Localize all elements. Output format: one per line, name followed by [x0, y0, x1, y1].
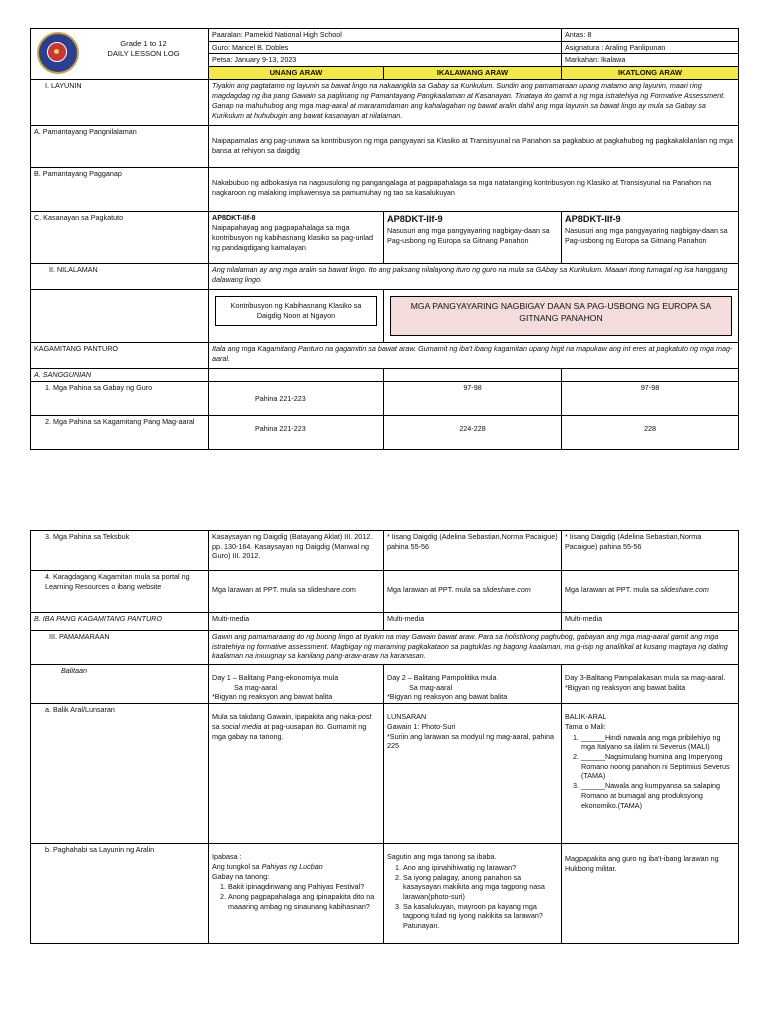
lesson-log-table-2 — [30, 530, 739, 944]
layunin-label: I. LAYUNIN — [31, 80, 209, 126]
teacher-name: Guro: Maricel B. Dobles — [209, 41, 562, 54]
balik-aral-label: a. Balik Aral/Lunsaran — [31, 704, 209, 844]
sagutin-tanong-list — [387, 863, 558, 931]
lr-portal-day-1: Mga larawan at PPT. mula sa slideshare.com — [209, 571, 384, 613]
sanggunian-label: A. SANGGUNIAN — [31, 369, 209, 382]
header-logo-cell — [31, 29, 209, 80]
lesson-date: Petsa: January 9-13, 2023 — [209, 54, 562, 67]
daily-lesson-log-title: DAILY LESSON LOG — [107, 49, 180, 59]
list-item: 2. Sa iyong palagay, anong panahon sa kasaysayan makikita ang mga tagpong nasa larawan(photo-suri) — [403, 873, 558, 902]
pagkatuto-label: C. Kasanayan sa Pagkatuto — [31, 212, 209, 264]
kagamitan-text: Itala ang mga Kagamitang Panturo na gagamitin sa bawat araw. Gumamit ng iba't ibang kagamitan upang higit na mapukaw ang int eres at pagkatuto ng mga mag-aaral. — [209, 343, 739, 369]
pamamaraan-label: III. PAMAMARAAN — [31, 631, 209, 665]
teksbuk-day-3: * Iisang Daigdig (Adelina Sebastian,Norma Pacaigue) pahina 55-56 — [562, 531, 739, 571]
layunin-text: Tiyakin ang pagtatamo ng layunin sa bawat lingo na nakaangkla sa Gabay sa Kurikulum. Sundin ang pamamaraan upang matamo ang layunin, maari ring magdagdag ng iba pang Gawain sa paglinang ng Pamantayang Pangkaalaman at Kasanayan. Tinataya ito gamit a ng mga istratehiya ng Formative Assessment. Ganap na mahuhubog ang mga mag-aaral at mararamdaman ang kahalagahan ng bawat aralin dahil ang mga layunin sa bawat lingo ay mula sa Gabay sa Kurikulum at huhubugin ang bawat kasanayan at nilalaman. — [209, 80, 739, 126]
gabay-tanong-list — [212, 882, 380, 911]
balitaan-day-1: Day 1 – Balitang Pang-ekonomiya mula Sa mag-aaral *Bigyan ng reaksyon ang bawat balita — [209, 665, 384, 704]
sanggunian-day-1 — [209, 369, 384, 382]
teksbuk-day-1: Kasaysayan ng Daigdig (Batayang Aklat) III. 2012. pp. 130-164. Kasaysayan ng Daigdig (Manwal ng Guro) III. 2012. — [209, 531, 384, 571]
list-item: 2. Anong pagpapahalaga ang ipinapakita dito na maaaring ambag ng sinaunang kabihasnan? — [228, 892, 380, 911]
list-item: 2. ______Nagsimulang humina ang Imperyong Romano noong panahon ni Septimius Severus (TAMA) — [581, 752, 735, 781]
grade-level: Antas: 8 — [562, 29, 739, 42]
sanggunian-day-2 — [384, 369, 562, 382]
list-item: 3. Sa kasalukuyan, mayroon pa kayang mga tagpong tulad ng iyong nakikita sa larawan? Patunayan. — [403, 902, 558, 931]
kagamitan-mag-aaral-day-1: Pahina 221-223 — [209, 416, 384, 450]
teksbuk-label: 3. Mga Pahina sa Teksbuk — [31, 531, 209, 571]
list-item: 1. ______Hindi nawala ang mga pribilehiyo ng mga Italyano sa ilalim ni Severus (MALI) — [581, 733, 735, 752]
kagamitan-mag-aaral-day-2: 224-228 — [384, 416, 562, 450]
list-item: 3. ______Nawala ang kumpyansa sa salaping Romano at bumagal ang produksyong ekonomiko.(TAMA) — [581, 781, 735, 810]
school-name: Paaralan: Pamekid National High School — [209, 29, 562, 42]
gabay-guro-day-2: 97-98 — [384, 382, 562, 416]
pagganap-text: Nakabubuo ng adbokasiya na nagsusulong ng pangangalaga at pagpapahalaga sa mga natatanging kontribusyon ng Klasiko at Transisyunal na Panahon na nagkaroon ng malaking impluwensya sa pamumuhay ng tao sa kasalukuyan — [209, 168, 739, 212]
balitaan-label: Balitaan — [31, 665, 209, 704]
deped-seal-icon — [37, 32, 79, 74]
balik-aral-day-1: Mula sa takdang Gawain, ipapakita ang naka-post sa social media at pag-uusapan ito. Gumamit ng mga gabay na tanong. — [209, 704, 384, 844]
kagamitan-label: KAGAMITANG PANTURO — [31, 343, 209, 369]
pangnilalaman-label: A. Pamantayang Pangnilalaman — [31, 126, 209, 168]
lesson-log-table-1 — [30, 28, 739, 450]
subject-name: Asignatura : Araling Panlipunan — [562, 41, 739, 54]
grade-label: Grade 1 to 12 — [120, 39, 167, 48]
nilalaman-label: II. NILALAMAN — [31, 264, 209, 290]
pagkatuto-day-1: AP8DKT-IIf-8 Naipapahayag ang pagpapahalaga sa mga kontribusyon ng kabihasnang klasiko sa pag-unlad ng pandaigdigang kamalayan — [209, 212, 384, 264]
nilalaman-blank — [31, 290, 209, 343]
nilalaman-day-1: Kontribusyon ng Kabihasnang Klasiko sa Daigdig Noon at Ngayon — [209, 290, 384, 343]
iba-pang-label: B. IBA PANG KAGAMITANG PANTURO — [31, 613, 209, 631]
kagamitan-mag-aaral-day-3: 228 — [562, 416, 739, 450]
day-3-header: IKATLONG ARAW — [562, 67, 739, 80]
balitaan-day-2: Day 2 – Balitang Pampolitika mula Sa mag-aaral *Bigyan ng reaksyon ang bawat balita — [384, 665, 562, 704]
iba-pang-day-2: Multi-media — [384, 613, 562, 631]
nilalaman-text: Ang nilalaman ay ang mga aralin sa bawat lingo. Ito ang paksang nilalayong ituro ng guro na mula sa GAbay sa Kurikulum. Maaari itong tumagal ng isa hanggang dalawang lingo. — [209, 264, 739, 290]
paghahabi-day-3: Magpapakita ang guro ng iba't-ibang larawan ng Hukbong militar. — [562, 844, 739, 944]
lr-portal-day-3: Mga larawan at PPT. mula sa slideshare.com — [562, 571, 739, 613]
pagganap-label: B. Pamantayang Pagganap — [31, 168, 209, 212]
pagkatuto-day-3: AP8DKT-IIf-9 Nasusuri ang mga pangyayaring nagbigay-daan sa Pag-usbong ng Europa sa Gitnang Panahon — [562, 212, 739, 264]
list-item: 1. Bakit ipinagdiriwang ang Pahiyas Festival? — [228, 882, 380, 892]
gabay-guro-day-1: Pahina 221-223 — [209, 382, 384, 416]
gabay-guro-day-3: 97-98 — [562, 382, 739, 416]
nilalaman-day-2-3: MGA PANGYAYARING NAGBIGAY DAAN SA PAG-USBONG NG EUROPA SA GITNANG PANAHON — [384, 290, 739, 343]
list-item: 1. Ano ang ipinahihiwatig ng larawan? — [403, 863, 558, 873]
sanggunian-day-3 — [562, 369, 739, 382]
pagkatuto-day-2: AP8DKT-IIf-9 Nasusuri ang mga pangyayaring nagbigay-daan sa Pag-usbong ng Europa sa Gitnang Panahon — [384, 212, 562, 264]
teksbuk-day-2: * Iisang Daigdig (Adelina Sebastian,Norma Pacaigue) pahina 55-56 — [384, 531, 562, 571]
gabay-guro-label: 1. Mga Pahina sa Gabay ng Guro — [31, 382, 209, 416]
day-2-header: IKALAWANG ARAW — [384, 67, 562, 80]
kagamitan-mag-aaral-label: 2. Mga Pahina sa Kagamitang Pang Mag-aaral — [31, 416, 209, 450]
balik-aral-day-2: LUNSARAN Gawain 1: Photo-Suri *Suriin ang larawan sa modyul ng mag-aaral, pahina 225 — [384, 704, 562, 844]
paghahabi-day-2: Sagutin ang mga tanong sa ibaba. 1. Ano ang ipinahihiwatig ng larawan? 2. Sa iyong palagay, anong panahon sa kasaysayan makikita ang mga tagpong nasa larawan(photo-suri) 3. Sa kasalukuyan, mayroon pa kayang mga tagpong tulad ng iyong nakikita sa larawan? Patunayan. — [384, 844, 562, 944]
paghahabi-label: b. Paghahabi sa Layunin ng Aralin — [31, 844, 209, 944]
pamamaraan-text: Gawin ang pamamaraang ito ng buong lingo at tiyakin na may Gawain bawat araw. Para sa holistikong paghubog, gabayan ang mga mag-aaral gamit ang mga istratehiya ng formative assessment. Magbigay ng maraming pagkakataon sa pagtuklas ng bagong kaalaman, ma g-isip ng analitikal at kusang magtaya ng dating kaalaman na iniuugnay sa kanilang pang-araw-araw na karanasan. — [209, 631, 739, 665]
day-1-header: UNANG ARAW — [209, 67, 384, 80]
lr-portal-label: 4. Karagdagang Kagamitan mula sa portal ng Learning Resources o ibang website — [31, 571, 209, 613]
pangnilalaman-text: Naipapamalas ang pag-unawa sa kontribusyon ng mga pangyayari sa Klasiko at Transisyunal na Panahon sa pagkabuo at pagkahubog ng pagkakakilanlan ng mga bansa at rehiyon sa daigdig — [209, 126, 739, 168]
iba-pang-day-3: Multi-media — [562, 613, 739, 631]
iba-pang-day-1: Multi-media — [209, 613, 384, 631]
balitaan-day-3: Day 3-Balitang Pampalakasan mula sa mag-aaral. *Bigyan ng reaksyon ang bawat balita — [562, 665, 739, 704]
balik-aral-day-3: BALIK-ARAL Tama o Mali: 1. ______Hindi nawala ang mga pribilehiyo ng mga Italyano sa ilalim ni Severus (MALI) 2. ______Nagsimulang humina ang Imperyong Romano noong panahon ni Septimius Severus (TAMA) 3. ______Nawala ang kumpyansa sa salaping Romano at bumagal ang produksyong ekonomiko.(TAMA) — [562, 704, 739, 844]
paghahabi-day-1: Ipabasa : Ang tungkol sa Pahiyas ng Lucban Gabay na tanong: 1. Bakit ipinagdiriwang ang Pahiyas Festival? 2. Anong pagpapahalaga ang ipinapakita dito na maaaring ambag ng sinaunang kabihasnan? — [209, 844, 384, 944]
tama-o-mali-list — [565, 733, 735, 811]
lr-portal-day-2: Mga larawan at PPT. mula sa slideshare.com — [384, 571, 562, 613]
quarter-name: Markahan: Ikalawa — [562, 54, 739, 67]
